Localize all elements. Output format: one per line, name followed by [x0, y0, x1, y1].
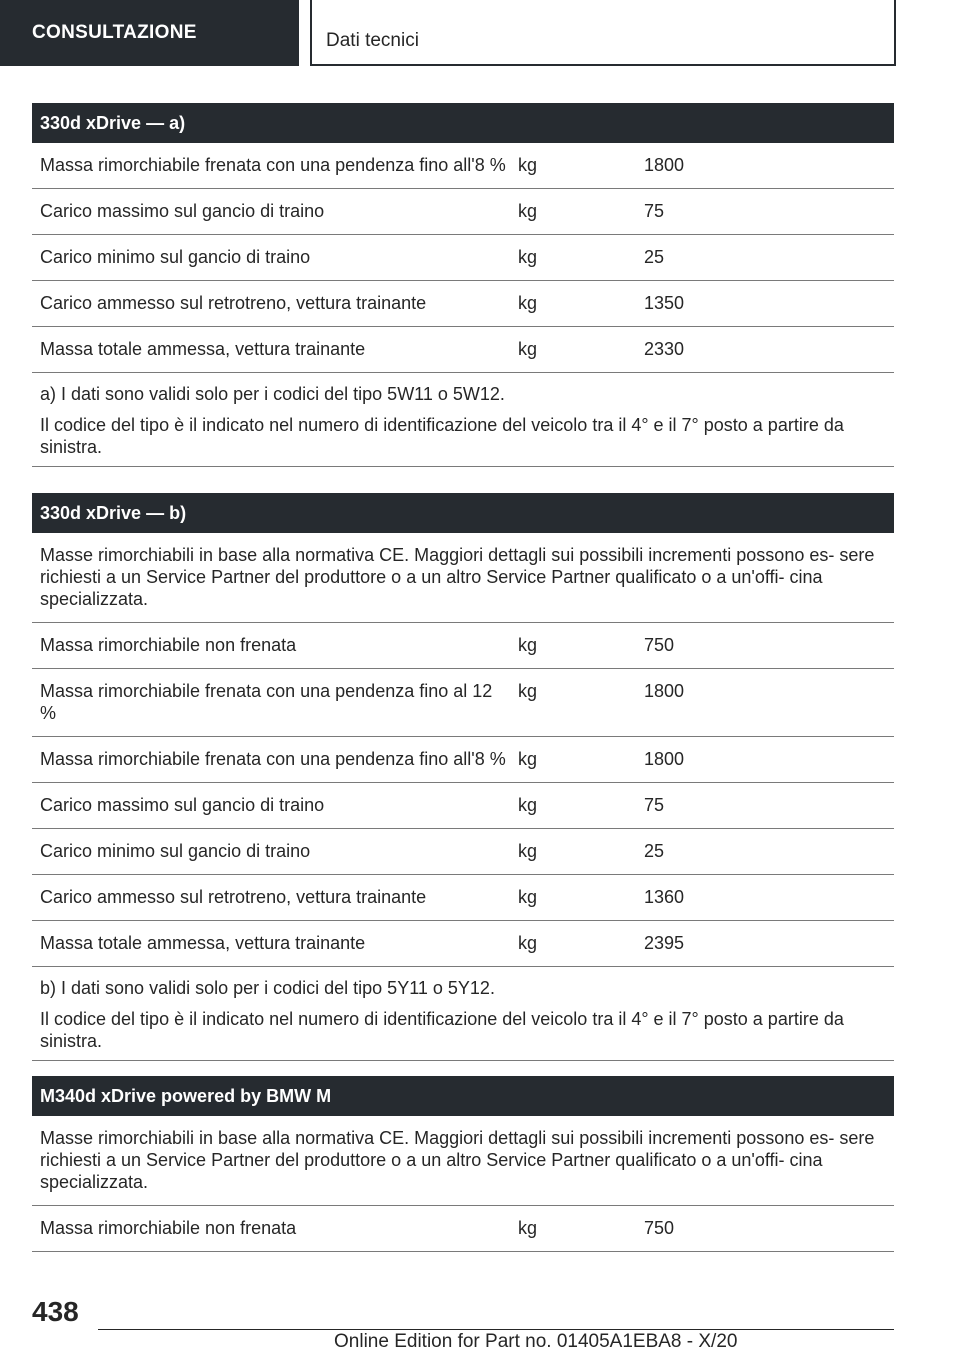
- table-row: [32, 281, 894, 327]
- spec-table-330d-a: [32, 103, 894, 467]
- row-value: 750: [644, 635, 675, 655]
- row-value: 75: [644, 795, 665, 815]
- footnote-line: Il codice del tipo è il indicato nel numero di identificazione del veicolo tra il 4° e il 7° posto a partire da sinistra.: [40, 415, 844, 457]
- table-row: [32, 783, 894, 829]
- row-label: Carico massimo sul gancio di traino: [40, 795, 325, 815]
- row-unit: kg: [518, 293, 538, 313]
- row-label: Massa rimorchiabile frenata con una pendenza fino all'8 %: [40, 155, 506, 175]
- row-label: Carico minimo sul gancio di traino: [40, 247, 311, 267]
- table-row: [32, 737, 894, 783]
- spec-table-330d-b: [32, 493, 894, 1061]
- table-row: [32, 235, 894, 281]
- table-footnote: [32, 373, 894, 467]
- row-value: 75: [644, 201, 665, 221]
- row-unit: kg: [518, 635, 538, 655]
- table-intro: Masse rimorchiabili in base alla normativa CE. Maggiori dettagli sui possibili incrementi possono es‐ sere richiesti a un Service Partner del produttore o a un altro Service Partner qualificato o a un'offi‐ cina specializzata.: [32, 533, 894, 623]
- table-row: [32, 327, 894, 373]
- row-unit: kg: [518, 339, 538, 359]
- row-label: Massa rimorchiabile frenata con una pendenza fino all'8 %: [40, 749, 506, 769]
- row-label: Carico massimo sul gancio di traino: [40, 201, 325, 221]
- section-tab: [0, 0, 299, 66]
- table-heading: 330d xDrive — a): [32, 103, 894, 143]
- row-value: 25: [644, 841, 665, 861]
- row-unit: kg: [518, 841, 538, 861]
- row-unit: kg: [518, 681, 538, 701]
- row-value: 750: [644, 1218, 675, 1238]
- table-row: [32, 669, 894, 737]
- footnote-line: Il codice del tipo è il indicato nel numero di identificazione del veicolo tra il 4° e il 7° posto a partire da sinistra.: [40, 1009, 844, 1051]
- footer-edition-text: Online Edition for Part no. 01405A1EBA8 - X/20: [334, 1331, 738, 1352]
- page-title-box: [310, 0, 896, 66]
- row-unit: kg: [518, 749, 538, 769]
- table-footnote: [32, 967, 894, 1061]
- row-unit: kg: [518, 795, 538, 815]
- row-label: Massa rimorchiabile non frenata: [40, 635, 297, 655]
- row-value: 1800: [644, 681, 685, 701]
- table-row: [32, 143, 894, 189]
- row-unit: kg: [518, 887, 538, 907]
- row-unit: kg: [518, 1218, 538, 1238]
- row-value: 2395: [644, 933, 685, 953]
- table-heading: 330d xDrive — b): [32, 493, 894, 533]
- table-row: [32, 921, 894, 967]
- row-label: Carico ammesso sul retrotreno, vettura trainante: [40, 293, 427, 313]
- table-row: [32, 1206, 894, 1252]
- row-label: Massa rimorchiabile non frenata: [40, 1218, 297, 1238]
- row-value: 2330: [644, 339, 685, 359]
- row-value: 1800: [644, 749, 685, 769]
- row-label: Massa rimorchiabile frenata con una pendenza fino al 12 %: [40, 681, 493, 723]
- row-label: Carico minimo sul gancio di traino: [40, 841, 311, 861]
- row-value: 1800: [644, 155, 685, 175]
- row-value: 1360: [644, 887, 685, 907]
- page-number: 438: [32, 1296, 79, 1327]
- page-title: Dati tecnici: [326, 30, 419, 51]
- footnote-line: b) I dati sono validi solo per i codici del tipo 5Y11 o 5Y12.: [40, 978, 495, 998]
- table-row: [32, 829, 894, 875]
- row-unit: kg: [518, 247, 538, 267]
- footnote-line: a) I dati sono validi solo per i codici del tipo 5W11 o 5W12.: [40, 384, 505, 404]
- table-row: [32, 189, 894, 235]
- row-unit: kg: [518, 201, 538, 221]
- footer-divider: [98, 1329, 894, 1330]
- row-label: Carico ammesso sul retrotreno, vettura trainante: [40, 887, 427, 907]
- row-value: 1350: [644, 293, 685, 313]
- table-intro: Masse rimorchiabili in base alla normativa CE. Maggiori dettagli sui possibili incrementi possono es‐ sere richiesti a un Service Partner del produttore o a un altro Service Partner qualificato o a un'offi‐ cina specializzata.: [32, 1116, 894, 1206]
- spec-table-m340d: [32, 1076, 894, 1252]
- table-heading: M340d xDrive powered by BMW M: [32, 1076, 894, 1116]
- row-label: Massa totale ammessa, vettura trainante: [40, 339, 366, 359]
- table-row: [32, 875, 894, 921]
- section-label: CONSULTAZIONE: [32, 22, 197, 43]
- table-row: [32, 623, 894, 669]
- row-value: 25: [644, 247, 665, 267]
- row-label: Massa totale ammessa, vettura trainante: [40, 933, 366, 953]
- row-unit: kg: [518, 155, 538, 175]
- row-unit: kg: [518, 933, 538, 953]
